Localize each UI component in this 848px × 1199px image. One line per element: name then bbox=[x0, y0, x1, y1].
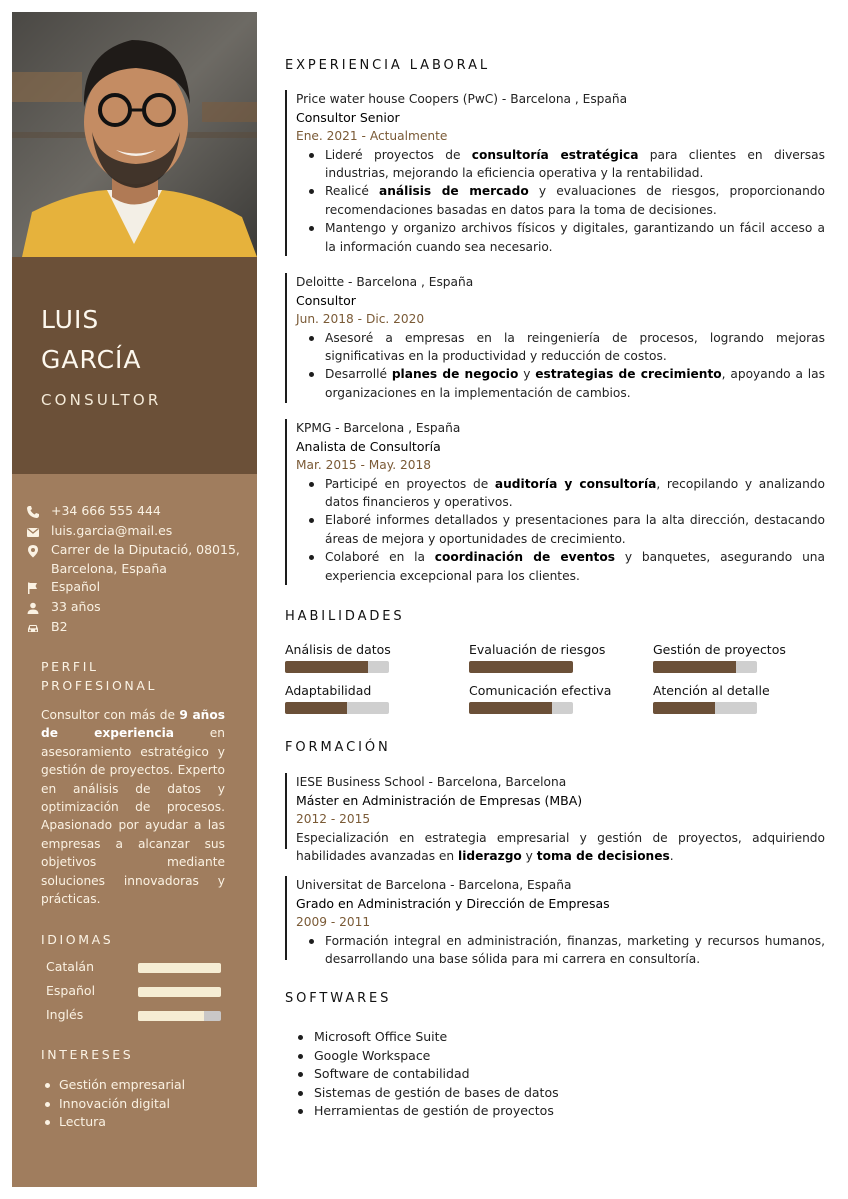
skill-name: Comunicación efectiva bbox=[469, 683, 612, 698]
education-school: Universitat de Barcelona - Barcelona, España bbox=[296, 878, 572, 892]
job-bullet: Elaboré informes detallados y presentaciones para la alta dirección, destacando áreas de mejora y oportunidades de crecimiento. bbox=[316, 511, 825, 548]
profile-heading: PERFIL PROFESIONAL bbox=[41, 659, 158, 693]
education-school: IESE Business School - Barcelona, Barcelona bbox=[296, 775, 567, 789]
skill-level-bar bbox=[469, 661, 573, 673]
education-bullet: Formación integral en administración, finanzas, marketing y recursos humanos, desarrollando una base sólida para mi carrera en consultoría. bbox=[316, 932, 825, 969]
languages-heading: IDIOMAS bbox=[41, 932, 114, 947]
job-bullet: Realicé análisis de mercado y evaluaciones de riesgos, proporcionando recomendaciones basadas en datos para la toma de decisiones. bbox=[316, 182, 825, 219]
nationality-text: Español bbox=[51, 579, 101, 594]
skills-heading: HABILIDADES bbox=[285, 609, 405, 624]
job-date: Jun. 2018 - Dic. 2020 bbox=[296, 312, 425, 326]
job-company: KPMG - Barcelona , España bbox=[296, 421, 461, 435]
job-title: Consultor bbox=[296, 292, 356, 308]
profile-photo bbox=[12, 12, 257, 257]
job-bullets bbox=[316, 146, 825, 256]
location-pin-icon bbox=[26, 544, 40, 558]
skill-item bbox=[469, 683, 639, 714]
job-bullet: Desarrollé planes de negocio y estrategias de crecimiento, apoyando a las organizaciones en la implementación de cambios. bbox=[316, 365, 825, 402]
skill-level-bar bbox=[653, 661, 757, 673]
language-name: Catalán bbox=[46, 959, 95, 974]
sidebar bbox=[12, 12, 257, 1187]
job-title: Analista de Consultoría bbox=[296, 438, 441, 454]
skill-name: Gestión de proyectos bbox=[653, 642, 786, 657]
interest-item: Innovación digital bbox=[41, 1095, 185, 1114]
car-icon bbox=[26, 621, 40, 635]
language-level-bar bbox=[138, 963, 221, 973]
skill-name: Atención al detalle bbox=[653, 683, 770, 698]
interest-item: Lectura bbox=[41, 1113, 185, 1132]
skill-level-fill bbox=[653, 702, 715, 714]
job-bullets bbox=[316, 329, 825, 403]
software-item: Google Workspace bbox=[305, 1047, 559, 1066]
interest-item: Gestión empresarial bbox=[41, 1076, 185, 1095]
job-bullet: Asesoré a empresas en la reingeniería de procesos, logrando mejoras significativas en la productividad y reducción de costos. bbox=[316, 329, 825, 366]
profile-summary: Consultor con más de 9 años de experiencia en asesoramiento estratégico y gestión de proyectos. Experto en análisis de datos y optimización de procesos. Apasionado por ayudar a las empresas a alcanzar sus objetivos mediante soluciones innovadoras y prácticas. bbox=[41, 708, 225, 907]
first-name: LUIS bbox=[41, 305, 100, 334]
experience-entry bbox=[285, 273, 825, 403]
software-item: Software de contabilidad bbox=[305, 1065, 559, 1084]
flag-icon bbox=[26, 581, 40, 595]
phone-text: +34 666 555 444 bbox=[51, 503, 161, 518]
job-title: Consultor Senior bbox=[296, 109, 400, 125]
skill-level-bar bbox=[469, 702, 573, 714]
experience-entry bbox=[285, 419, 825, 585]
education-entry bbox=[285, 876, 825, 966]
skill-level-bar bbox=[285, 661, 389, 673]
skill-level-fill bbox=[469, 702, 552, 714]
language-name: Español bbox=[46, 983, 96, 998]
language-level-fill bbox=[138, 963, 221, 973]
skill-level-fill bbox=[285, 702, 347, 714]
skill-level-bar bbox=[285, 702, 389, 714]
language-name: Inglés bbox=[46, 1007, 84, 1022]
age-text: 33 años bbox=[51, 599, 101, 614]
phone-icon bbox=[26, 505, 40, 519]
language-row bbox=[46, 983, 226, 999]
language-level-bar bbox=[138, 1011, 221, 1021]
skill-item bbox=[469, 642, 639, 673]
person-icon bbox=[26, 601, 40, 615]
address-text: Carrer de la Diputació, 08015, Barcelona, España bbox=[51, 542, 240, 576]
education-date: 2012 - 2015 bbox=[296, 812, 371, 826]
job-date: Mar. 2015 - May. 2018 bbox=[296, 458, 432, 472]
education-description: Especialización en estrategia empresarial y gestión de proyectos, adquiriendo habilidades avanzadas en liderazgo y toma de decisiones. bbox=[296, 830, 825, 863]
skill-item bbox=[653, 642, 823, 673]
software-item: Microsoft Office Suite bbox=[305, 1028, 559, 1047]
education-degree: Grado en Administración y Dirección de Empresas bbox=[296, 895, 610, 911]
job-role: CONSULTOR bbox=[41, 391, 162, 409]
language-row bbox=[46, 959, 226, 975]
education-bullets bbox=[316, 932, 825, 969]
skill-level-fill bbox=[469, 661, 573, 673]
job-bullet: Lideré proyectos de consultoría estratégica para clientes en diversas industrias, mejorando la eficiencia operativa y la rentabilidad. bbox=[316, 146, 825, 183]
job-company: Price water house Coopers (PwC) - Barcelona , España bbox=[296, 92, 628, 106]
skill-item bbox=[285, 642, 455, 673]
interests-list bbox=[41, 1076, 185, 1132]
job-date: Ene. 2021 - Actualmente bbox=[296, 129, 448, 143]
contact-phone bbox=[26, 502, 161, 520]
name-block bbox=[12, 257, 257, 474]
skill-level-fill bbox=[285, 661, 368, 673]
skill-item bbox=[285, 683, 455, 714]
education-date: 2009 - 2011 bbox=[296, 915, 371, 929]
skill-name: Adaptabilidad bbox=[285, 683, 372, 698]
contact-license bbox=[26, 618, 68, 636]
education-heading: FORMACIÓN bbox=[285, 740, 391, 755]
job-bullets bbox=[316, 475, 825, 585]
contact-address bbox=[26, 541, 240, 576]
language-level-bar bbox=[138, 987, 221, 997]
job-company: Deloitte - Barcelona , España bbox=[296, 275, 474, 289]
contact-nationality bbox=[26, 578, 100, 596]
skill-level-fill bbox=[653, 661, 736, 673]
email-text: luis.garcia@mail.es bbox=[51, 523, 173, 538]
software-heading: SOFTWARES bbox=[285, 991, 392, 1006]
skill-name: Análisis de datos bbox=[285, 642, 391, 657]
interests-heading: INTERESES bbox=[41, 1047, 134, 1062]
job-bullet: Participé en proyectos de auditoría y consultoría, recopilando y analizando datos financieros y operativos. bbox=[316, 475, 825, 512]
language-level-fill bbox=[138, 987, 221, 997]
skill-item bbox=[653, 683, 823, 714]
contact-age bbox=[26, 598, 101, 616]
license-text: B2 bbox=[51, 619, 68, 634]
experience-heading: EXPERIENCIA LABORAL bbox=[285, 58, 491, 73]
skill-level-bar bbox=[653, 702, 757, 714]
mail-icon bbox=[26, 525, 40, 539]
last-name: GARCÍA bbox=[41, 345, 142, 374]
language-level-fill bbox=[138, 1011, 204, 1021]
software-item: Herramientas de gestión de proyectos bbox=[305, 1102, 559, 1121]
language-row bbox=[46, 1007, 226, 1023]
software-list bbox=[305, 1028, 559, 1121]
skill-name: Evaluación de riesgos bbox=[469, 642, 606, 657]
education-entry bbox=[285, 773, 825, 863]
job-bullet: Colaboré en la coordinación de eventos y banquetes, asegurando una experiencia excepcional para los clientes. bbox=[316, 548, 825, 585]
education-degree: Máster en Administración de Empresas (MBA) bbox=[296, 792, 583, 808]
experience-entry bbox=[285, 90, 825, 256]
job-bullet: Mantengo y organizo archivos físicos y digitales, garantizando un fácil acceso a la información cuando sea necesario. bbox=[316, 219, 825, 256]
software-item: Sistemas de gestión de bases de datos bbox=[305, 1084, 559, 1103]
contact-email bbox=[26, 522, 172, 540]
